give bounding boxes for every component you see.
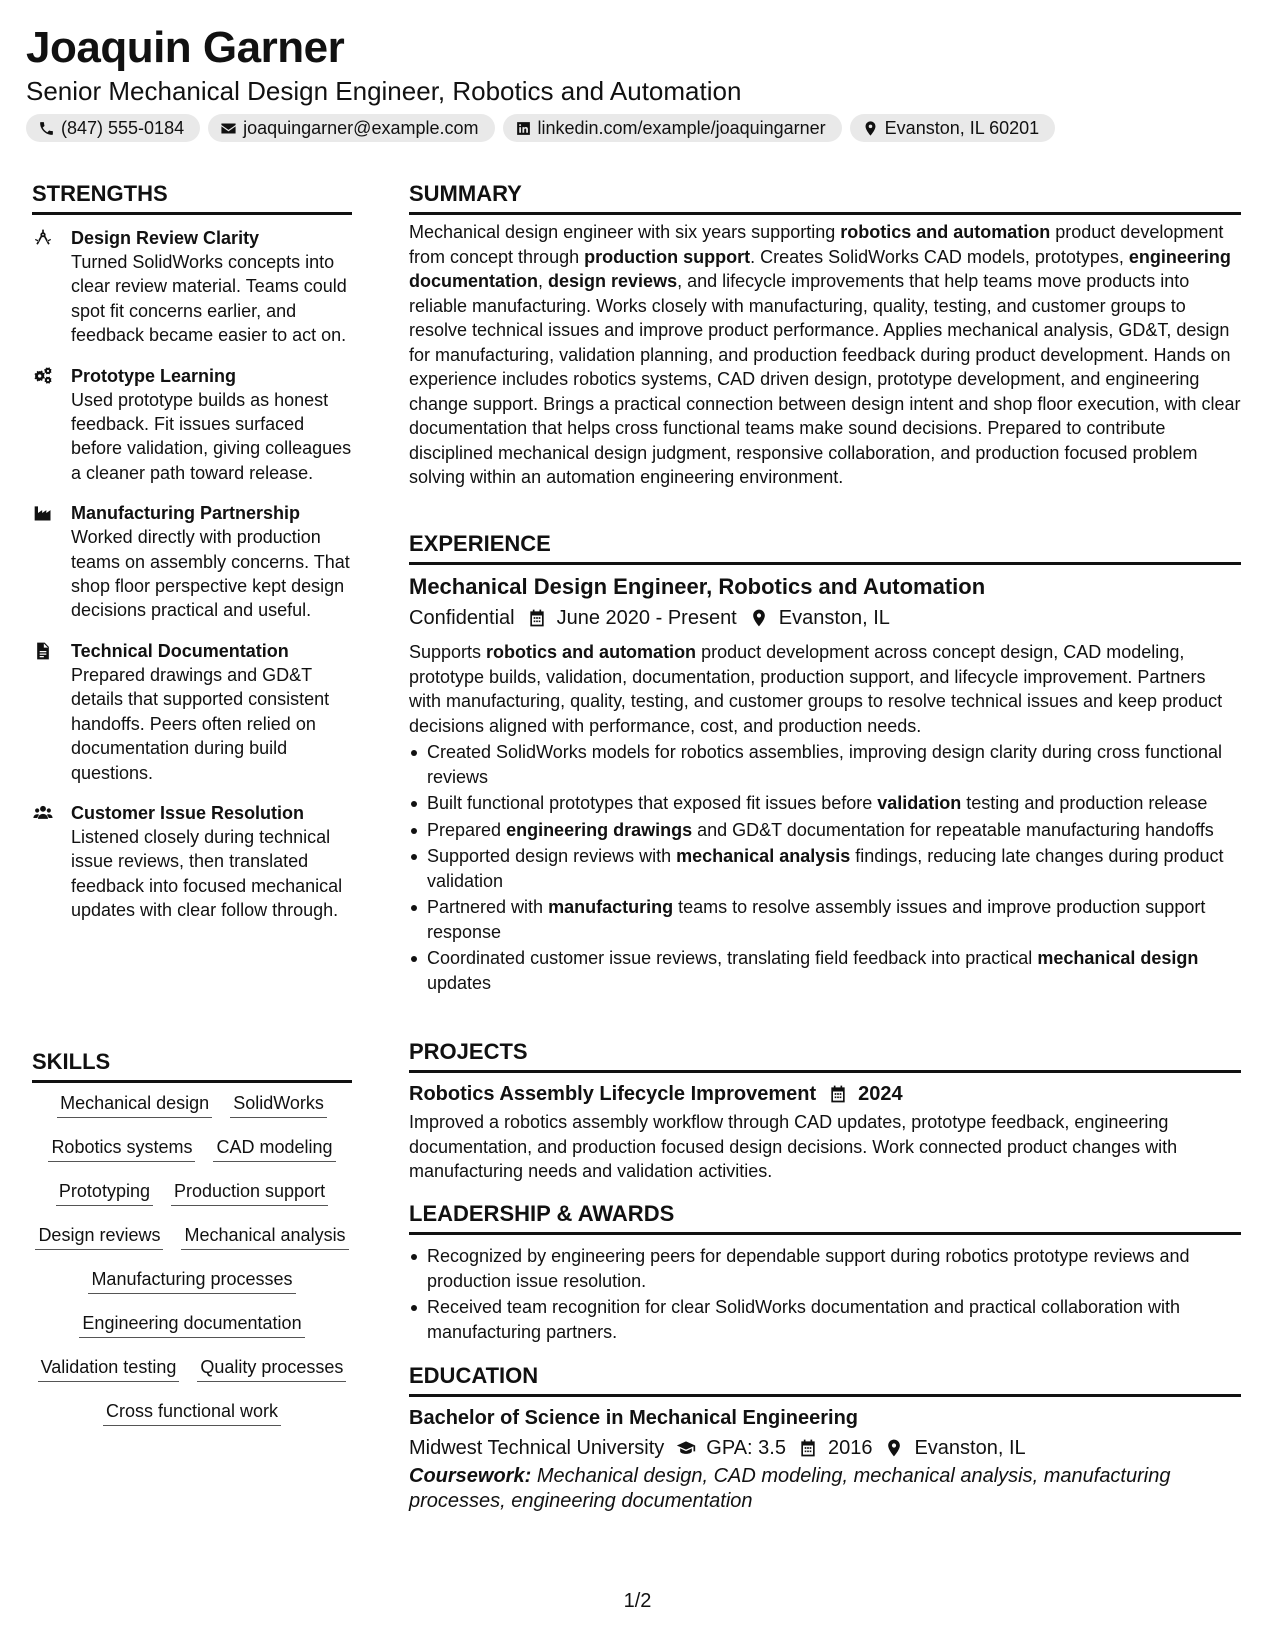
text-run: teams to resolve assembly issues and improve production support response: [427, 897, 1206, 942]
page-number: 1/2: [623, 1590, 652, 1612]
text-run: Supports: [409, 642, 487, 662]
leadership-bullets: [409, 1244, 1241, 1346]
project-title-row: [409, 1080, 1241, 1108]
industry-icon: [32, 503, 54, 523]
bullet-item: [409, 1244, 1241, 1293]
envelope-icon: [220, 120, 237, 137]
calendar-icon: [527, 608, 547, 628]
candidate-title: Senior Mechanical Design Engineer, Robotics and Automation: [26, 76, 742, 106]
linkedin-icon: [515, 120, 532, 137]
skills-list: [32, 1092, 352, 1426]
skill-tag: Quality processes: [197, 1356, 346, 1382]
graduation-cap-icon: [676, 1438, 696, 1458]
strength-title: Prototype Learning: [71, 365, 237, 386]
contact-location[interactable]: [850, 114, 1055, 142]
strength-item: [32, 501, 352, 623]
text-run: Built functional prototypes that exposed fit issues before: [427, 793, 878, 813]
coursework-text: Mechanical design, CAD modeling, mechanical analysis, manufacturing processes, engineering documentation: [409, 1465, 1171, 1512]
strengths-list: [32, 226, 352, 939]
skill-tag: Mechanical design: [57, 1092, 212, 1118]
strength-desc: Worked directly with production teams on assembly concerns. That shop floor perspective kept design decisions practical and useful.: [71, 527, 350, 621]
strength-item: [32, 364, 352, 486]
contact-email-text: joaquingarner@example.com: [243, 117, 479, 138]
text-run: testing and production release: [961, 793, 1208, 813]
contact-location-text: Evanston, IL 60201: [884, 117, 1040, 138]
strength-desc: Turned SolidWorks concepts into clear review material. Teams could spot fit concerns earlier, and feedback became easier to act on.: [71, 252, 347, 346]
contact-email[interactable]: [208, 114, 494, 142]
skill-tag: Mechanical analysis: [181, 1224, 348, 1250]
calendar-icon: [798, 1438, 818, 1458]
text-run: , and lifecycle improvements that help teams move products into reliable manufacturing. Works closely with manufacturing, quality, testing, and customer groups to resolve technical issues and improve product performance. Applies mechanical analysis, GD&T, design for manufacturing, validation planning, and production feedback during product development. Hands on experience includes robotics systems, CAD driven design, prototype development, and engineering change support. Brings a practical connection between design intent and shop floor execution, with clear documentation that helps cross functional teams make sound decisions. Prepared to contribute disciplined mechanical design judgment, responsive collaboration, and production focused problem solving within an automation engineering environment.: [409, 271, 1241, 487]
location-pin-icon: [862, 120, 879, 137]
bullet-item: [409, 946, 1241, 995]
emphasis-text: manufacturing: [548, 897, 674, 917]
projects-heading: PROJECTS: [409, 1038, 1241, 1073]
job-meta: [409, 604, 1241, 632]
skill-tag: Cross functional work: [103, 1400, 281, 1426]
experience-heading: EXPERIENCE: [409, 530, 1241, 565]
education-school: Midwest Technical University: [409, 1437, 665, 1459]
strength-title: Design Review Clarity: [71, 228, 260, 248]
text-run: and GD&T documentation for repeatable manufacturing handoffs: [692, 819, 1214, 840]
strengths-heading: STRENGTHS: [32, 180, 352, 215]
emphasis-text: design reviews: [548, 271, 678, 291]
summary-text: [409, 220, 1241, 490]
text-run: updates: [427, 972, 492, 993]
phone-icon: [38, 120, 55, 137]
text-run: Received team recognition for clear SolidWorks documentation and practical collaboration with manufacturing partners.: [427, 1297, 1181, 1342]
bullet-item: [409, 895, 1241, 944]
emphasis-text: mechanical analysis: [676, 846, 851, 866]
job-location: Evanston, IL: [778, 607, 890, 629]
emphasis-text: engineering documentation: [409, 246, 1231, 291]
strength-desc: Used prototype builds as honest feedback. Fit issues surfaced before validation, giving colleagues a cleaner path toward release.: [71, 389, 352, 483]
text-run: findings, reducing late changes during product validation: [427, 846, 1224, 891]
strength-desc: Prepared drawings and GD&T details that supported consistent handoffs. Peers often relied on documentation during build questions.: [71, 664, 330, 783]
skill-tag: Production support: [171, 1180, 328, 1206]
location-pin-icon: [884, 1438, 904, 1458]
gears-icon: [32, 366, 54, 386]
contact-linkedin[interactable]: [503, 114, 842, 142]
skill-tag: Robotics systems: [48, 1136, 195, 1162]
candidate-name: Joaquin Garner: [26, 23, 345, 72]
emphasis-text: engineering drawings: [506, 819, 693, 840]
text-run: product development from concept through: [409, 222, 1224, 267]
bullet-item: [409, 740, 1241, 789]
job-dates: June 2020 - Present: [556, 607, 737, 629]
bullet-item: [409, 844, 1241, 893]
education-location: Evanston, IL: [914, 1437, 1026, 1459]
leadership-heading: LEADERSHIP & AWARDS: [409, 1200, 1241, 1235]
strength-title: Technical Documentation: [71, 640, 289, 661]
emphasis-text: validation: [877, 793, 962, 813]
skill-tag: Prototyping: [56, 1180, 153, 1206]
emphasis-text: production support: [584, 246, 751, 267]
education-degree: Bachelor of Science in Mechanical Engineering: [409, 1407, 859, 1429]
contact-linkedin-text: linkedin.com/example/joaquingarner: [537, 117, 826, 138]
emphasis-text: robotics and automation: [840, 222, 1051, 242]
bullet-item: [409, 1295, 1241, 1344]
location-pin-icon: [749, 608, 769, 628]
bullet-item: [409, 818, 1241, 843]
summary-heading: SUMMARY: [409, 180, 1241, 215]
text-run: . Creates SolidWorks CAD models, prototypes,: [750, 246, 1129, 267]
emphasis-text: mechanical design: [1037, 948, 1199, 968]
skill-tag: CAD modeling: [213, 1136, 335, 1162]
education-gpa: GPA: 3.5: [706, 1437, 786, 1459]
text-run: Mechanical design engineer with six years supporting: [409, 222, 841, 242]
job-bullets: [409, 740, 1241, 997]
education-coursework: [409, 1464, 1241, 1514]
design-compass-icon: [32, 228, 54, 248]
strength-item: [32, 639, 352, 785]
contact-phone-text: (847) 555-0184: [61, 117, 185, 138]
text-run: ,: [538, 271, 549, 291]
strength-desc: Listened closely during technical issue reviews, then translated feedback into focused mechanical updates with clear follow through.: [71, 826, 343, 921]
education-heading: EDUCATION: [409, 1362, 1241, 1397]
text-run: Recognized by engineering peers for dependable support during robotics prototype reviews and production issue resolution.: [427, 1246, 1190, 1291]
text-run: Created SolidWorks models for robotics assemblies, improving design clarity during cross functional reviews: [427, 742, 1223, 787]
text-run: Partnered with: [427, 897, 549, 917]
text-run: Prepared: [427, 819, 507, 840]
contact-bar: [26, 114, 1055, 142]
text-run: Supported design reviews with: [427, 846, 677, 866]
contact-phone[interactable]: [26, 114, 200, 142]
text-run: product development across concept design, CAD modeling, prototype builds, validation, documentation, production support, and lifecycle improvement. Partners with manufacturing, quality, testing, and customer groups to resolve technical issues and keep product decisions aligned with performance, cost, and production needs.: [409, 642, 1223, 736]
skill-tag: Validation testing: [38, 1356, 180, 1382]
users-icon: [32, 803, 54, 823]
project-description: Improved a robotics assembly workflow through CAD updates, prototype feedback, engineering documentation, and production focused design decisions. Work connected product changes with manufacturing needs and validation activities.: [409, 1112, 1178, 1181]
job-company: Confidential: [409, 607, 515, 629]
calendar-icon: [828, 1084, 848, 1104]
strength-title: Customer Issue Resolution: [71, 802, 305, 823]
bullet-item: [409, 791, 1241, 816]
skill-tag: Manufacturing processes: [88, 1268, 295, 1294]
strength-item: [32, 226, 352, 348]
project-year: 2024: [858, 1083, 903, 1105]
job-description: [409, 640, 1241, 738]
strength-title: Manufacturing Partnership: [71, 503, 301, 524]
skills-heading: SKILLS: [32, 1048, 352, 1083]
project-title: Robotics Assembly Lifecycle Improvement: [409, 1083, 817, 1105]
document-icon: [32, 641, 54, 661]
strength-item: [32, 801, 352, 923]
education-year: 2016: [827, 1437, 873, 1459]
skill-tag: SolidWorks: [230, 1092, 327, 1118]
education-meta: [409, 1434, 1241, 1462]
emphasis-text: robotics and automation: [486, 642, 697, 662]
coursework-label: Coursework:: [409, 1465, 532, 1487]
skill-tag: Design reviews: [35, 1224, 163, 1250]
skill-tag: Engineering documentation: [79, 1312, 304, 1338]
job-title: Mechanical Design Engineer, Robotics and Automation: [409, 574, 986, 599]
text-run: Coordinated customer issue reviews, translating field feedback into practical: [427, 948, 1038, 968]
